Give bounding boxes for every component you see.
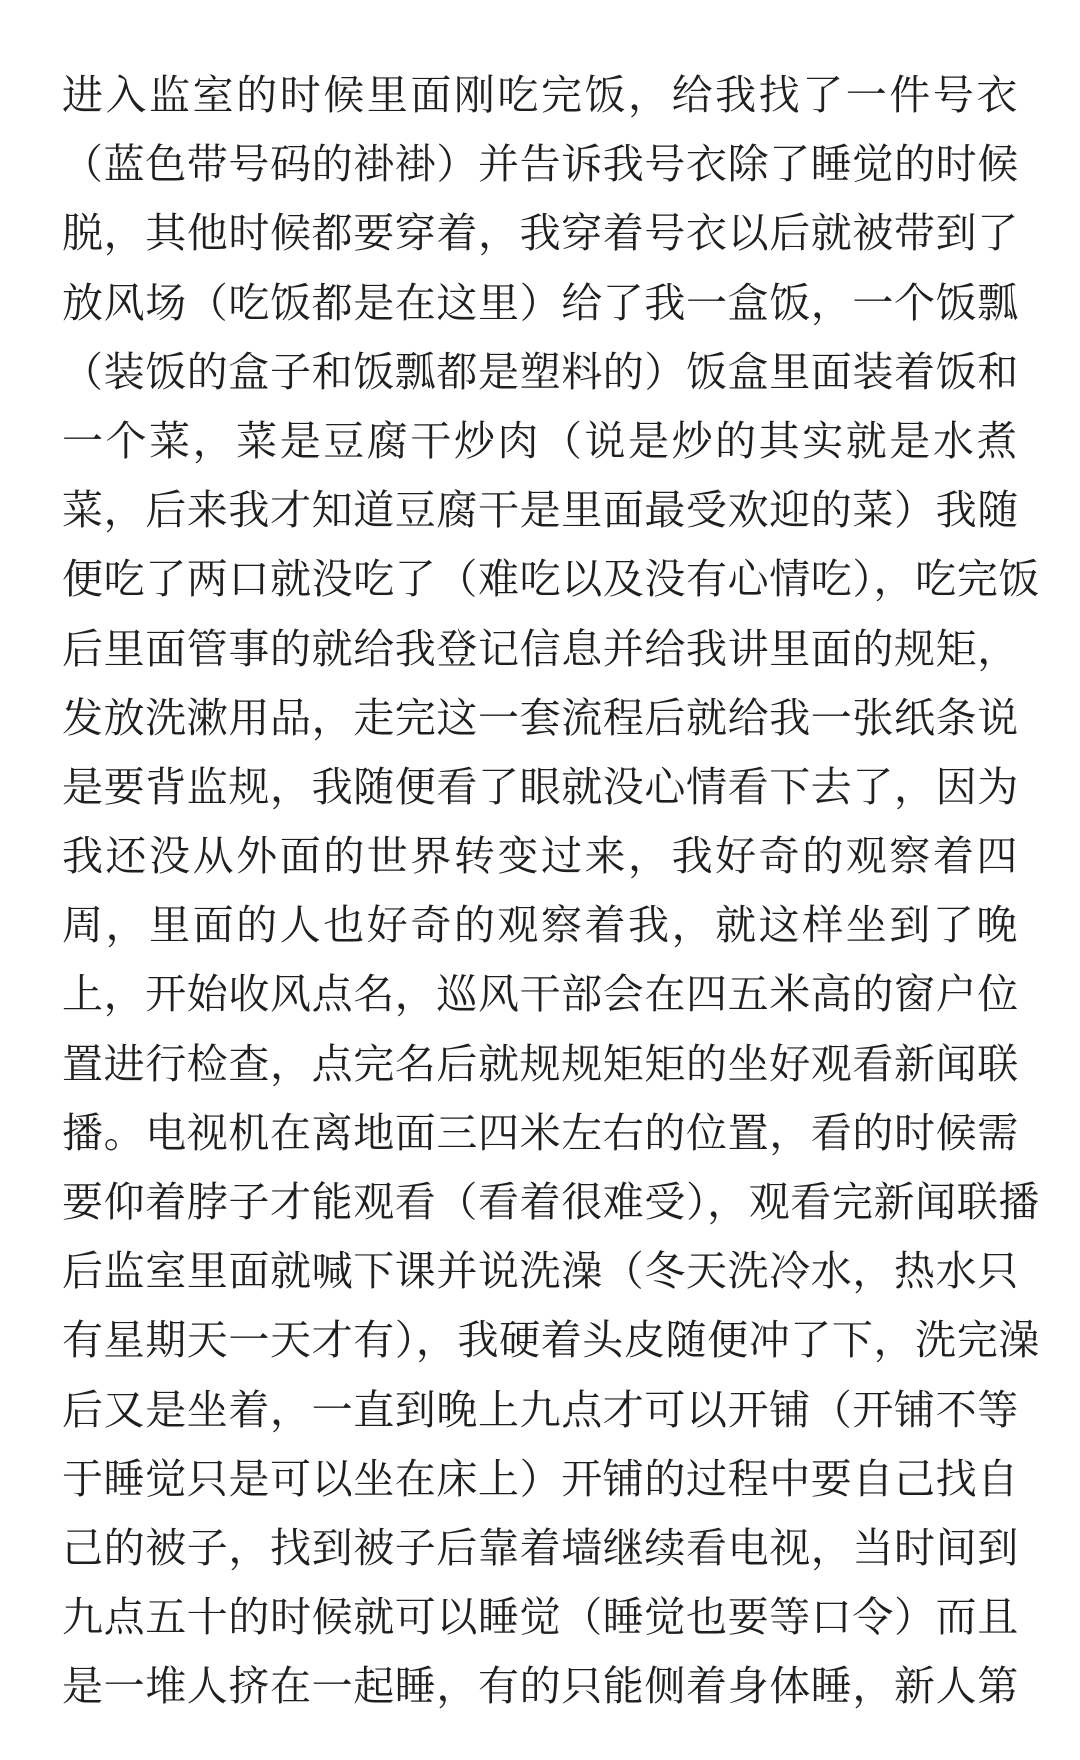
- text-line: 周，里面的人也好奇的观察着我，就这样坐到了晚: [62, 901, 1018, 950]
- text-line: 进入监室的时候里面刚吃完饭，给我找了一件号衣: [62, 71, 1018, 119]
- text-line: （蓝色带号码的褂褂）并告诉我号衣除了睡觉的时候: [62, 140, 1019, 189]
- text-line: 己的被子，找到被子后靠着墙继续看电视，当时间到: [62, 1523, 1019, 1572]
- text-line: 播。电视机在离地面三四米左右的位置，看的时候需: [62, 1108, 1019, 1157]
- text-line: 九点五十的时候就可以睡觉（睡觉也要等口令）而且: [62, 1593, 1019, 1642]
- text-line: 是要背监规，我随便看了眼就没心情看下去了，因为: [62, 762, 1019, 811]
- text-line: 菜，后来我才知道豆腐干是里面最受欢迎的菜）我随: [62, 486, 1019, 535]
- text-line: 发放洗漱用品，走完这一套流程后就给我一张纸条说: [62, 693, 1019, 742]
- text-line: 便吃了两口就没吃了（难吃以及没有心情吃），吃完饭: [62, 555, 1040, 604]
- text-line: （装饭的盒子和饭瓢都是塑料的）饭盒里面装着饭和: [62, 347, 1019, 396]
- text-line: 脱，其他时候都要穿着，我穿着号衣以后就被带到了: [62, 209, 1019, 258]
- text-line: 后里面管事的就给我登记信息并给我讲里面的规矩，: [62, 624, 1019, 673]
- text-line: 后监室里面就喊下课并说洗澡（冬天洗冷水，热水只: [62, 1247, 1019, 1296]
- text-line: 置进行检查，点完名后就规规矩矩的坐好观看新闻联: [62, 1039, 1019, 1088]
- text-line: 上，开始收风点名，巡风干部会在四五米高的窗户位: [62, 970, 1019, 1019]
- text-line: 我还没从外面的世界转变过来，我好奇的观察着四: [62, 832, 1018, 881]
- text-line: 后又是坐着，一直到晚上九点才可以开铺（开铺不等: [62, 1385, 1019, 1434]
- text-line: 有星期天一天才有），我硬着头皮随便冲了下，洗完澡: [62, 1316, 1040, 1365]
- text-line: 一个菜，菜是豆腐干炒肉（说是炒的其实就是水煮: [62, 416, 1018, 465]
- text-line: 是一堆人挤在一起睡，有的只能侧着身体睡，新人第: [62, 1662, 1019, 1711]
- text-line: 放风场（吃饭都是在这里）给了我一盒饭，一个饭瓢: [62, 278, 1019, 327]
- text-line: 于睡觉只是可以坐在床上）开铺的过程中要自己找自: [62, 1454, 1019, 1503]
- text-line: 要仰着脖子才能观看（看着很难受），观看完新闻联播: [62, 1178, 1040, 1226]
